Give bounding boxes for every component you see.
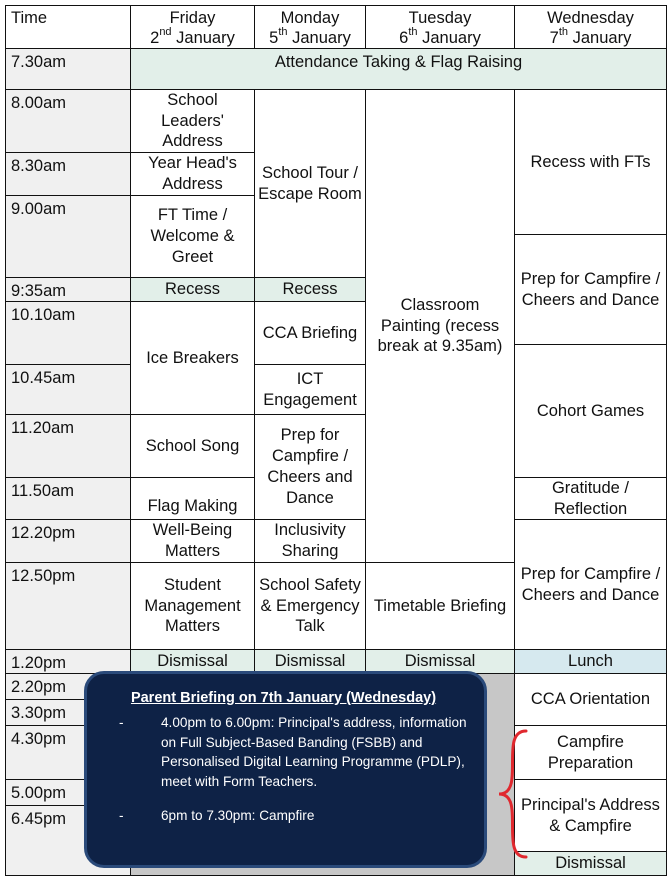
list-dash: - [119,715,124,731]
time-1250: 12.50pm [5,562,131,650]
friday-student-management: Student Management Matters [130,562,255,650]
friday-ice-breakers: Ice Breakers [130,301,255,415]
parent-briefing-item [107,806,474,826]
curly-brace-bracket-icon [494,728,534,860]
parent-briefing-overlay [84,671,487,868]
wednesday-prep-campfire: Prep for Campfire / Cheers and Dance [514,234,667,345]
monday-dismissal: Dismissal [254,649,366,674]
wednesday-dismissal: Dismissal [514,851,667,876]
friday-school-song: School Song [130,414,255,478]
friday-year-head: Year Head's Address [130,152,255,196]
monday-safety-talk: School Safety & Emergency Talk [254,562,366,650]
wednesday-prep-campfire-2: Prep for Campfire / Cheers and Dance [514,519,667,650]
time-0900: 9.00am [5,195,131,278]
time-1010: 10.10am [5,301,131,365]
tuesday-timetable-briefing: Timetable Briefing [365,562,515,650]
time-0935: 9:35am [5,277,131,302]
friday-well-being: Well-Being Matters [130,519,255,563]
time-1420: 2.20pm [5,673,131,700]
tuesday-dismissal: Dismissal [365,649,515,674]
time-1120: 11.20am [5,414,131,478]
monday-school-tour: School Tour / Escape Room [254,89,366,278]
time-1150: 11.50am [5,477,131,520]
header-time: Time [5,5,131,49]
monday-cca-briefing: CCA Briefing [254,301,366,365]
wednesday-campfire-preparation: Campfire Preparation [514,725,667,780]
time-0800: 8.00am [5,89,131,153]
list-dash: - [119,807,124,823]
parent-briefing-title: Parent Briefing on 7th January (Wednesday) [130,690,437,706]
time-0830: 8.30am [5,152,131,196]
wednesday-recess-fts: Recess with FTs [514,89,667,235]
monday-prep-campfire: Prep for Campfire / Cheers and Dance [254,414,366,520]
time-0730: 7.30am [5,48,131,90]
wednesday-lunch: Lunch [514,649,667,674]
monday-ict-engagement: ICT Engagement [254,364,366,415]
header-monday: Monday 5th January [254,5,366,49]
wednesday-cca-orientation: CCA Orientation [514,673,667,726]
tuesday-classroom-painting: Classroom Painting (recess break at 9.35am) [365,89,515,563]
friday-flag-making: Flag Making [130,477,255,520]
friday-recess: Recess [130,277,255,302]
time-1630: 4.30pm [5,725,131,780]
time-1045: 10.45am [5,364,131,415]
time-1530: 3.30pm [5,699,131,726]
friday-school-leaders: School Leaders' Address [130,89,255,153]
wednesday-gratitude: Gratitude / Reflection [514,477,667,520]
header-wednesday: Wednesday 7th January [514,5,667,49]
monday-inclusivity: Inclusivity Sharing [254,519,366,563]
time-1320: 1.20pm [5,649,131,674]
wednesday-cohort-games: Cohort Games [514,344,667,478]
parent-briefing-item-text: 6pm to 7.30pm: Campfire [161,807,315,823]
parent-briefing-item [107,713,474,792]
parent-briefing-item-text: 4.00pm to 6.00pm: Principal's address, information on Full Subject-Based Banding (FSBB) and Personalised Digital Learning Programme (PDLP), meet with Form Teachers. [161,715,467,790]
header-friday: Friday 2nd January [130,5,255,49]
time-1220: 12.20pm [5,519,131,563]
friday-ft-time: FT Time / Welcome & Greet [130,195,255,278]
time-1700: 5.00pm [5,779,131,806]
time-1845: 6.45pm [5,805,131,876]
wednesday-principal-campfire: Principal's Address & Campfire [514,779,667,852]
attendance-flag-raising: Attendance Taking & Flag Raising [130,48,667,90]
header-tuesday: Tuesday 6th January [365,5,515,49]
monday-recess: Recess [254,277,366,302]
friday-dismissal: Dismissal [130,649,255,674]
